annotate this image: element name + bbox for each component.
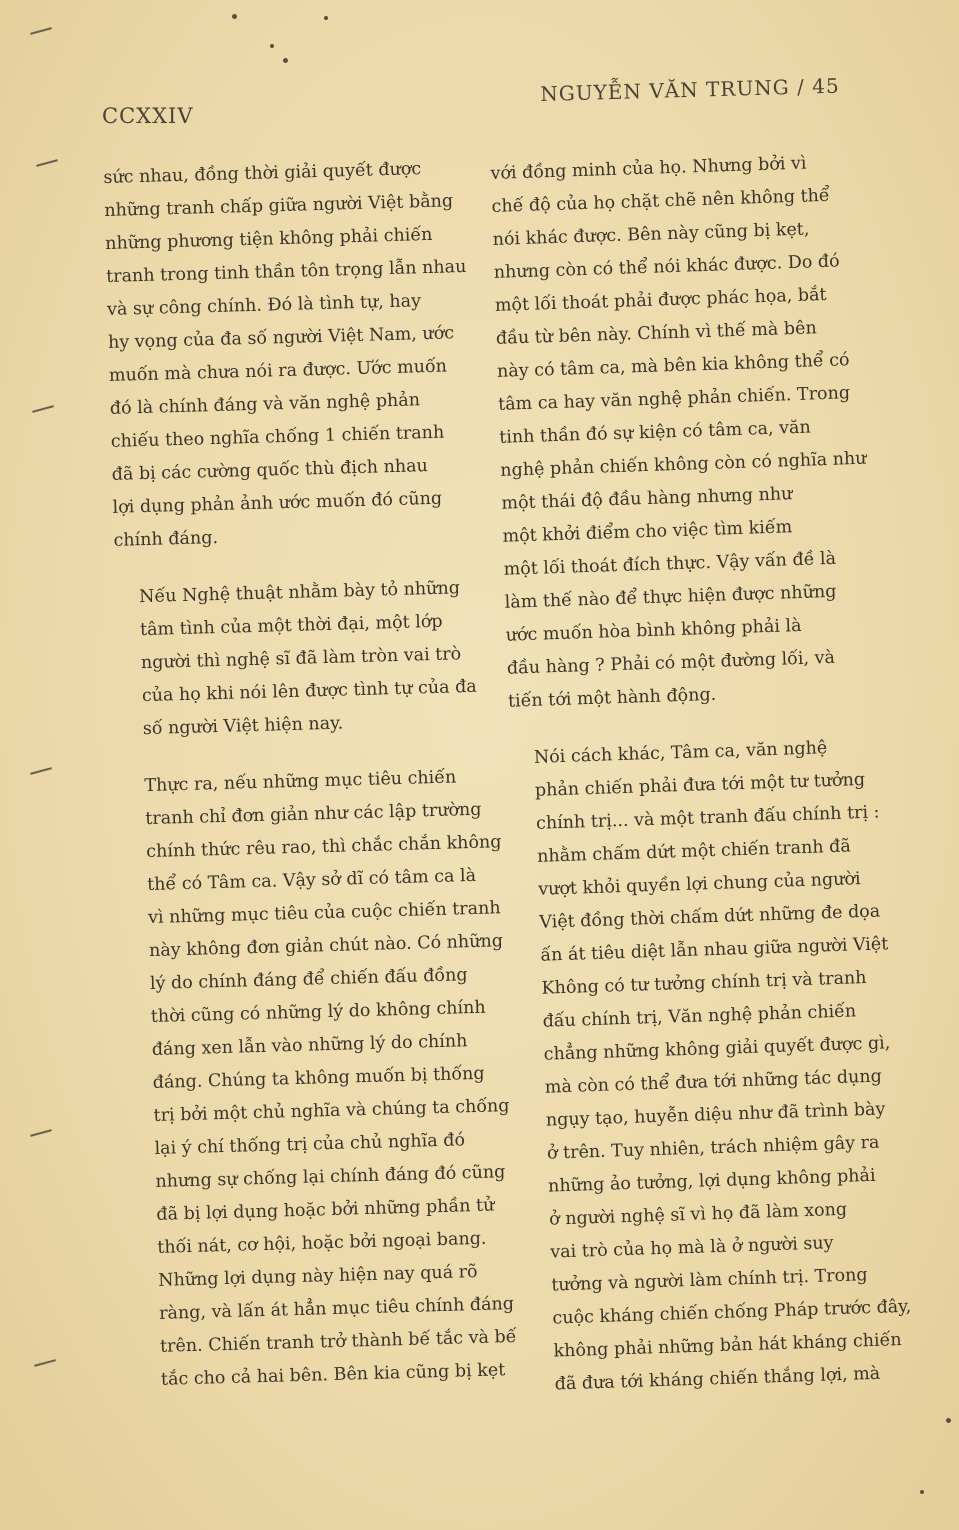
- text-line: của họ khi nói lên được tình tự của đa: [141, 676, 477, 707]
- text-line: tâm tình của một thời đại, một lớp: [139, 611, 443, 641]
- ink-speck: [232, 14, 237, 19]
- text-line: chính đáng.: [113, 527, 219, 551]
- ink-speck: [946, 1418, 951, 1423]
- running-head: NGUYỄN VĂN TRUNG / 45: [540, 73, 840, 106]
- left-column: [103, 152, 517, 1422]
- paragraph: [490, 146, 880, 719]
- text-line: đã đưa tới kháng chiến thắng lợi, mà: [554, 1363, 881, 1395]
- text-line: đáng. Chúng ta không muốn bị thống: [152, 1063, 485, 1093]
- text-line: Những lợi dụng này hiện nay quá rõ: [157, 1261, 478, 1291]
- text-line: ở người nghệ sĩ vì họ đã làm xong: [548, 1199, 848, 1230]
- paragraph: [509, 730, 912, 1402]
- text-line: nói khác được. Bên này cũng bị kẹt,: [492, 219, 810, 250]
- ink-speck: [283, 58, 288, 63]
- text-line: người thì nghệ sĩ đã làm tròn vai trò: [140, 644, 462, 674]
- text-line: tinh thần đó sự kiện có tâm ca, văn: [498, 417, 812, 448]
- text-line: đáng xen lẫn vào những lý do chính: [151, 1031, 468, 1060]
- text-line: với đồng minh của họ. Nhưng bởi vì: [490, 153, 807, 184]
- text-line: một thái độ đầu hàng nhưng như: [501, 484, 793, 514]
- text-line: cuộc kháng chiến chống Pháp trước đây,: [552, 1296, 912, 1329]
- margin-mark: [36, 159, 58, 167]
- text-line: chính trị... và một tranh đấu chính trị :: [535, 802, 880, 834]
- text-line: những ảo tưởng, lợi dụng không phải: [547, 1165, 876, 1197]
- paragraph: [115, 571, 491, 746]
- text-line: Không có tư tưởng chính trị và tranh: [541, 967, 867, 999]
- text-line: những phương tiện không phải chiến: [105, 224, 433, 254]
- text-line: không phải những bản hát kháng chiến: [553, 1330, 902, 1362]
- text-line: chẳng những không giải quyết được gì,: [543, 1033, 891, 1065]
- text-line: nhằm chấm dứt một chiến tranh đã: [536, 836, 852, 867]
- right-column: [490, 146, 912, 1427]
- text-line: ở trên. Tuy nhiên, trách nhiệm gây ra: [546, 1132, 880, 1164]
- chapter-number: CCXXIV: [102, 104, 194, 128]
- text-line: mà còn có thể đưa tới những tác dụng: [544, 1066, 883, 1098]
- text-line: này không đơn giản chút nào. Có những: [148, 931, 504, 962]
- text-line: đó là chính đáng và văn nghệ phản: [109, 390, 421, 419]
- text-line: phản chiến phải đưa tới một tư tưởng: [534, 769, 866, 801]
- margin-mark: [30, 27, 52, 35]
- margin-mark: [34, 1359, 56, 1367]
- text-line: đã bị các cường quốc thù địch nhau: [111, 456, 429, 485]
- ink-speck: [270, 44, 274, 48]
- text-line: đã bị lợi dụng hoặc bởi những phần tử: [156, 1195, 495, 1225]
- text-line: vì những mục tiêu của cuộc chiến tranh: [147, 898, 501, 929]
- text-line: một lối thoát đích thực. Vậy vấn đề là: [503, 548, 837, 580]
- text-line: trị bởi một chủ nghĩa và chúng ta chống: [153, 1096, 510, 1126]
- text-line: đầu từ bên này. Chính vì thế mà bên: [495, 318, 818, 349]
- text-line: một lối thoát phải được phác họa, bắt: [494, 284, 827, 316]
- text-line: nhưng sự chống lại chính đáng đó cũng: [155, 1162, 506, 1192]
- text-line: muốn mà chưa nói ra được. Ước muốn: [108, 356, 448, 386]
- ink-speck: [920, 1490, 924, 1494]
- text-line: Nói cách khác, Tâm ca, văn nghệ: [533, 738, 828, 768]
- text-line: thể có Tâm ca. Vậy sở dĩ có tâm ca là: [146, 865, 477, 896]
- text-line: một khởi điểm cho việc tìm kiếm: [502, 517, 793, 547]
- text-line: tranh chỉ đơn giản như các lập trường: [145, 799, 482, 830]
- paragraph: [103, 152, 486, 558]
- margin-mark: [32, 405, 54, 413]
- text-line: ngụy tạo, huyễn diệu như đã trình bày: [545, 1099, 886, 1131]
- text-line: Nếu Nghệ thuật nhằm bày tỏ những: [138, 578, 461, 608]
- ink-speck: [324, 16, 328, 20]
- text-line: vượt khỏi quyền lợi chung của người: [537, 869, 861, 900]
- text-line: ấn át tiêu diệt lẫn nhau giữa người Việt: [540, 934, 889, 966]
- text-line: thối nát, cơ hội, hoặc bởi ngoại bang.: [157, 1228, 487, 1258]
- text-line: số người Việt hiện nay.: [142, 713, 344, 740]
- text-line: hy vọng của đa số người Việt Nam, ước: [107, 323, 455, 353]
- text-line: này có tâm ca, mà bên kia không thể có: [496, 350, 850, 382]
- text-line: và sự công chính. Đó là tình tự, hay: [106, 291, 422, 320]
- text-line: nghệ phản chiến không còn có nghĩa như: [500, 448, 867, 481]
- text-line: Việt đồng thời chấm dứt những đe dọa: [539, 901, 881, 933]
- text-line: tắc cho cả hai bên. Bên kia cũng bị kẹt: [160, 1360, 506, 1390]
- text-line: lại ý chí thống trị của chủ nghĩa đó: [154, 1130, 466, 1159]
- text-line: ràng, và lấn át hẳn mục tiêu chính đáng: [158, 1293, 515, 1324]
- text-line: thời cũng có những lý do không chính: [150, 997, 486, 1027]
- text-line: tranh trong tinh thần tôn trọng lẫn nhau: [105, 256, 467, 287]
- text-line: trên. Chiến tranh trở thành bế tắc và bế: [159, 1326, 517, 1357]
- text-line: tâm ca hay văn nghệ phản chiến. Trong: [497, 383, 851, 415]
- margin-mark: [30, 767, 52, 775]
- text-line: làm thế nào để thực hiện được những: [504, 581, 837, 613]
- text-line: vai trò của họ mà là ở người suy: [549, 1233, 834, 1263]
- text-line: tiến tới một hành động.: [507, 684, 717, 712]
- margin-mark: [30, 1129, 52, 1137]
- text-line: đầu hàng ? Phải có một đường lối, và: [506, 647, 836, 679]
- text-line: lợi dụng phản ảnh ước muốn đó cũng: [112, 488, 443, 518]
- text-line: lý do chính đáng để chiến đấu đồng: [149, 965, 468, 995]
- text-line: sức nhau, đồng thời giải quyết được: [103, 159, 422, 188]
- paragraph: [120, 760, 517, 1397]
- text-line: những tranh chấp giữa người Việt bằng: [104, 191, 454, 221]
- text-line: ước muốn hòa bình không phải là: [505, 615, 802, 646]
- text-line: nhưng còn có thể nói khác được. Do đó: [493, 251, 840, 283]
- text-line: chiếu theo nghĩa chống 1 chiến tranh: [110, 422, 445, 452]
- text-line: chế độ của họ chặt chẽ nên không thể: [491, 185, 830, 217]
- text-line: tưởng và người làm chính trị. Trong: [551, 1265, 868, 1296]
- text-line: đấu chính trị, Văn nghệ phản chiến: [542, 1001, 857, 1032]
- text-line: Thực ra, nếu những mục tiêu chiến: [144, 767, 457, 797]
- text-line: chính thức rêu rao, thì chắc chắn không: [146, 832, 502, 863]
